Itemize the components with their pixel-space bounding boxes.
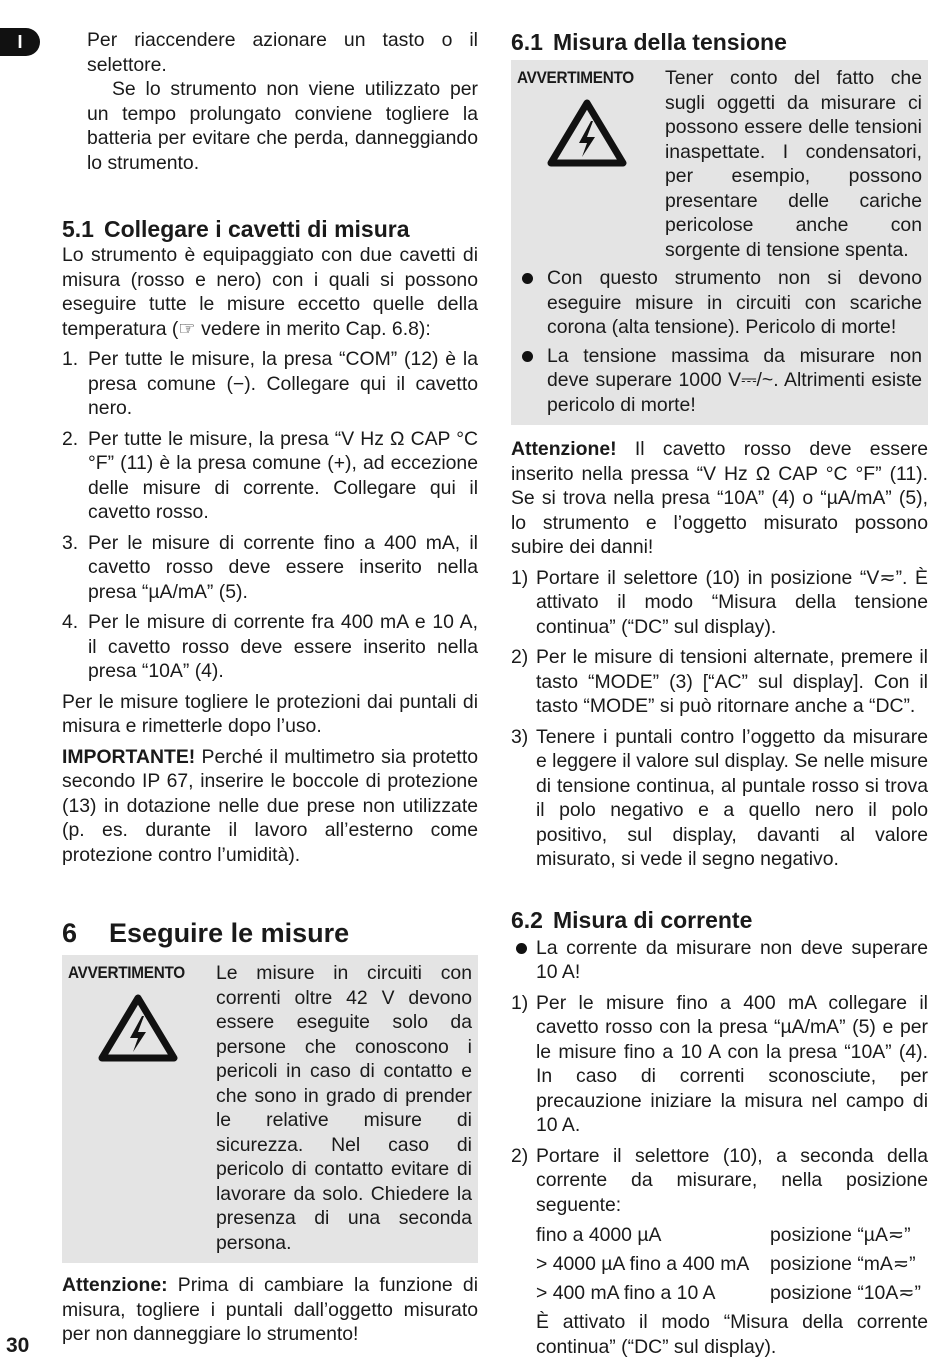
attention-text: Il cavetto rosso deve essere inserito nella pressa “V Hz Ω CAP °C °F” (11). Se si trova nella presa “10A” (4) o “µA/mA” (5), lo strumento e l’oggetto misurato possono subire dei danni! bbox=[511, 438, 928, 558]
attention-note bbox=[62, 1273, 478, 1347]
language-badge: I bbox=[0, 28, 40, 56]
intro-paragraph-2: Se lo strumento non viene utilizzato per un tempo prolungato conviene togliere la batteria per evitare che perda, danneggiando lo strumento. bbox=[87, 78, 478, 174]
list-item: 2. Per tutte le misure, la presa “V Hz Ω CAP °C °F” (11) è la presa comune (+), ad eccezione delle misure di corrente. Collegare qui il cavetto rosso. bbox=[62, 427, 478, 523]
section-title: Misura della tensione bbox=[552, 29, 787, 55]
section-number: 6.2 bbox=[511, 906, 543, 933]
table-row: > 400 mA fino a 10 A posizione “10A≂” bbox=[536, 1282, 921, 1304]
intro-paragraph-1: Per riaccendere azionare un tasto o il selettore. bbox=[87, 29, 478, 76]
step-item: 2) Per le misure di tensioni alternate, premere il tasto “MODE” (3) [“AC” sul display]. Con il tasto “MODE” si può ritornare anche a “DC”. bbox=[511, 646, 928, 717]
voltage-steps bbox=[511, 566, 928, 872]
step-item: 1) Per le misure fino a 400 mA collegare il cavetto rosso con la presa “µA/mA” (5) e per le misure fino a 10 A con la presa “10A” (4). In caso di correnti sconosciute, per precauzione iniziare la misura nel campo di 10 A. bbox=[511, 991, 928, 1136]
warning-text: Tener conto del fatto che sugli oggetti da misurare ci possono essere delle tensioni inaspettate. I condensatori, per esempio, possono presentare delle cariche pericolose anche con sorgente di tensione spenta. bbox=[665, 67, 922, 261]
bullet-item: Con questo strumento non si devono eseguire misure in circuiti con scariche corona (alta tensione). Pericolo di morte! bbox=[517, 266, 922, 340]
list-item: 1. Per tutte le misure, la presa “COM” (12) è la presa comune (−). Collegare qui il cavetto nero. bbox=[62, 348, 478, 419]
attention-note bbox=[511, 437, 928, 560]
section-title: Collegare i cavetti di misura bbox=[103, 216, 410, 242]
protection-note: Per le misure togliere le protezioni dai puntali di misura e rimetterle dopo l’uso. bbox=[62, 690, 478, 737]
section-title: Misura di corrente bbox=[552, 906, 753, 933]
cable-list bbox=[62, 347, 478, 684]
list-item: 4. Per le misure di corrente fra 400 mA e 10 A, il cavetto rosso deve essere inserito nella presa “10A” (4). bbox=[62, 611, 478, 682]
section-6-1-heading bbox=[511, 28, 928, 56]
section-number: 6.1 bbox=[511, 29, 543, 55]
section-title: Eseguire le misure bbox=[109, 918, 350, 948]
section-number: 5.1 bbox=[62, 216, 94, 242]
step-item: 1) Portare il selettore (10) in posizione “V≂”. È attivato il modo “Misura della tensione continua” (“DC” sul display). bbox=[511, 566, 928, 638]
section-5-1-heading bbox=[62, 215, 478, 243]
high-voltage-warning-icon bbox=[98, 994, 178, 1062]
current-steps bbox=[511, 991, 928, 1218]
section-6-2-heading bbox=[511, 906, 928, 934]
step-item: 3) Tenere i puntali contro l’oggetto da misurare e leggere il valore sul display. Se nelle misure di tensione continua, al puntale rosso si trova il polo negativo e a quello nero il polo positivo, sul display, davanti al valore misurato, si vede il segno negativo. bbox=[511, 725, 928, 870]
attention-label: Attenzione! bbox=[511, 438, 617, 460]
bullet-item: La tensione massima da misurare non deve superare 1000 V⎓/~. Altrimenti esiste pericolo di morte! bbox=[517, 344, 922, 418]
section-number: 6 bbox=[62, 918, 78, 948]
section-5-1-intro: Lo strumento è equipaggiato con due cavetti di misura (rosso e nero) con i quali si possono eseguire tutte le misure eccetto quelle della temperatura (☞ vedere in merito Cap. 6.8): bbox=[62, 244, 478, 340]
warning-label: AVVERTIMENTO bbox=[517, 68, 634, 87]
attention-label: Attenzione: bbox=[62, 1274, 168, 1296]
warning-bullets bbox=[517, 266, 922, 417]
warning-text: Le misure in circuiti con correnti oltre 42 V devono essere eseguite solo da persone che conoscono i pericoli in caso di contatto e che sono in grado di prender le relative misure di sicurezza. Nel caso di pericolo di contatto evitare di lavorare da solo. Chiedere la presenza di una seconda persona. bbox=[216, 962, 472, 1254]
important-note bbox=[62, 745, 478, 868]
dc-mode-note: È attivato il modo “Misura della corrente continua” (“DC” sul display). bbox=[536, 1311, 928, 1358]
left-column bbox=[62, 28, 478, 1347]
warning-box bbox=[511, 60, 928, 425]
table-row: > 4000 µA fino a 400 mA posizione “mA≂” bbox=[536, 1253, 916, 1275]
attention-text: Prima di cambiare la funzione di misura, togliere i puntali dall’oggetto misurato per non danneggiare lo strumento! bbox=[62, 1274, 478, 1345]
warning-box bbox=[62, 955, 478, 1263]
bullet-item: La corrente da misurare non deve superare 10 A! bbox=[511, 936, 928, 985]
important-label: IMPORTANTE! bbox=[62, 745, 196, 768]
important-text: Perché il multimetro sia protetto secondo IP 67, inserire le boccole di protezione (13) in dotazione nelle due prese non utilizzate (p. es. durante il lavoro all’esterno come protezione contro l’umidità). bbox=[62, 745, 478, 866]
selector-position-table bbox=[536, 1223, 928, 1310]
step-item: 2) Portare il selettore (10), a seconda della corrente da misurare, nella posizione seguente: bbox=[511, 1144, 928, 1216]
page-number: 30 bbox=[6, 1334, 30, 1357]
warning-label: AVVERTIMENTO bbox=[68, 963, 185, 982]
table-row: fino a 4000 µA posizione “µA≂” bbox=[536, 1224, 911, 1246]
list-item: 3. Per le misure di corrente fino a 400 mA, il cavetto rosso deve essere inserito nella presa “µA/mA” (5). bbox=[62, 531, 478, 603]
high-voltage-warning-icon bbox=[547, 99, 627, 167]
current-bullets bbox=[511, 936, 928, 985]
section-6-heading bbox=[62, 917, 478, 949]
right-column bbox=[511, 28, 928, 1359]
